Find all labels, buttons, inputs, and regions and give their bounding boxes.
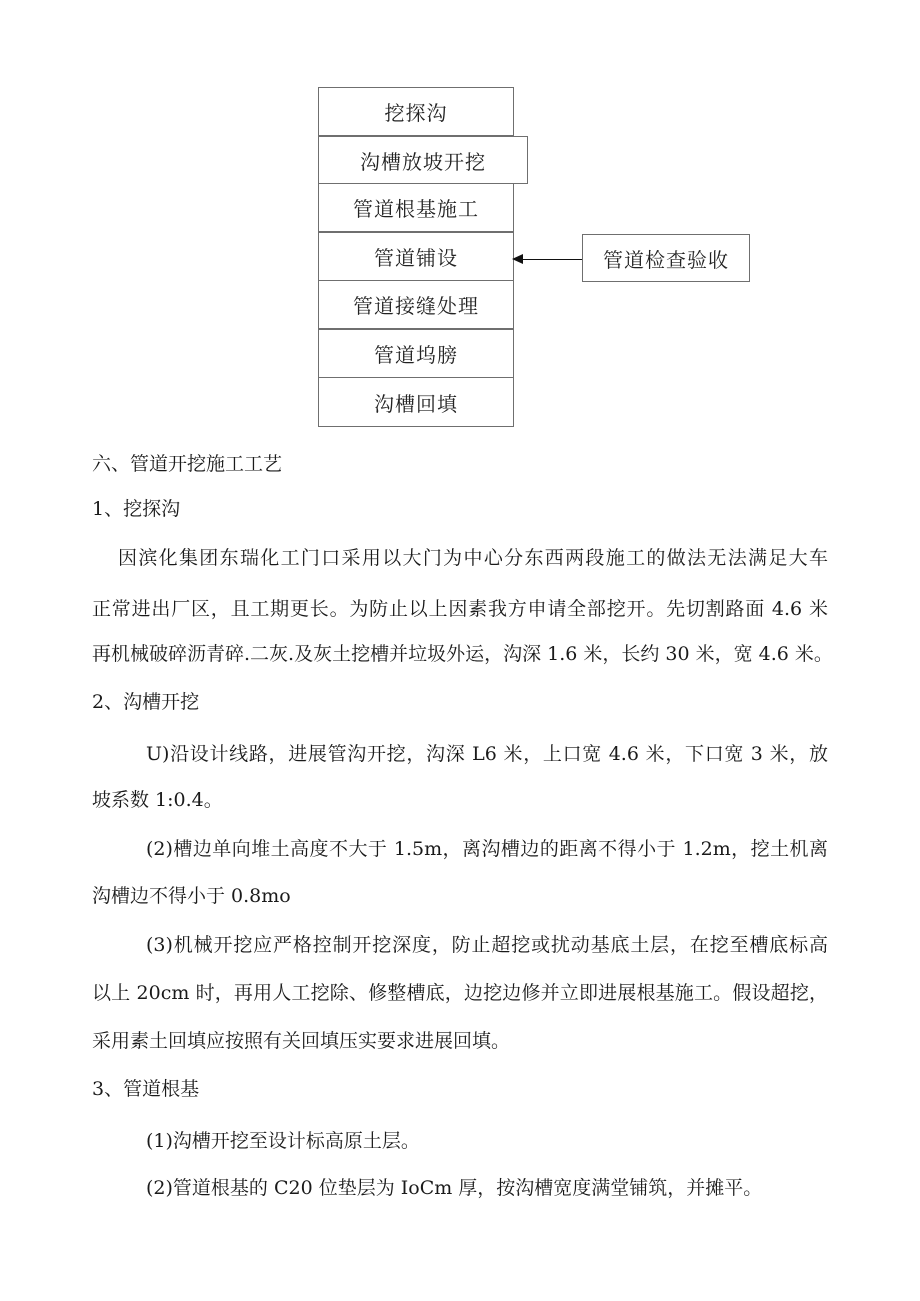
s1-line-1: 因滨化集团东瑞化工门口采用以大门为中心分东西两段施工的做法无法满足大车 (118, 547, 828, 569)
s2-p3-line-2: 以上 20cm 时，再用人工挖除、修整槽底，边挖边修并立即进展根基施工。假设超挖， (92, 982, 828, 1004)
flow-step-foundation: 管道根基施工 (318, 184, 514, 232)
s1-heading: 1、挖探沟 (92, 498, 181, 520)
s3-heading: 3、管道根基 (92, 1078, 200, 1100)
s1-line-3: 再机械破碎沥青碎.二灰.及灰土挖槽并垃圾外运，沟深 1.6 米，长约 30 米，宽 4.6 米。 (92, 643, 833, 665)
flowchart (0, 0, 920, 440)
flow-side-inspection: 管道检查验收 (582, 234, 750, 282)
s1-line-2: 正常进出厂区，且工期更长。为防止以上因素我方申请全部挖开。先切割路面 4.6 米 (92, 598, 828, 620)
s2-p3-line-1: (3)机械开挖应严格控制开挖深度，防止超挖或扰动基底土层，在挖至槽底标高 (146, 934, 828, 956)
s3-p1: (1)沟槽开挖至设计标高原土层。 (146, 1130, 420, 1152)
flow-step-backfill: 沟槽回填 (318, 378, 514, 427)
flow-step-haunching: 管道坞膀 (318, 329, 514, 378)
s2-p3-line-3: 采用素土回填应按照有关回填压实要求进展回填。 (92, 1030, 511, 1052)
flow-step-dig-trial-trench: 挖探沟 (318, 87, 514, 136)
flow-step-joint-treatment: 管道接缝处理 (318, 281, 514, 329)
s2-p2-line-1: (2)槽边单向堆土高度不大于 1.5m，离沟槽边的距离不得小于 1.2m，挖土机离 (146, 838, 828, 860)
flow-step-pipe-laying: 管道铺设 (318, 232, 514, 281)
s2-heading: 2、沟槽开挖 (92, 691, 200, 713)
flow-step-slope-excavation: 沟槽放坡开挖 (318, 136, 528, 184)
flow-arrow-head (512, 254, 523, 264)
s2-p2-line-2: 沟槽边不得小于 0.8mo (92, 885, 291, 907)
s2-p1-line-1: U)沿设计线路，进展管沟开挖，沟深 L6 米，上口宽 4.6 米，下口宽 3 米，放 (146, 743, 828, 765)
s3-p2: (2)管道根基的 C20 位垫层为 IoCm 厚，按沟槽宽度满堂铺筑，并摊平。 (146, 1177, 763, 1199)
flow-arrow-line (522, 259, 582, 260)
section-title: 六、管道开挖施工工艺 (92, 453, 283, 475)
s2-p1-line-2: 坡系数 1:0.4。 (92, 789, 223, 811)
